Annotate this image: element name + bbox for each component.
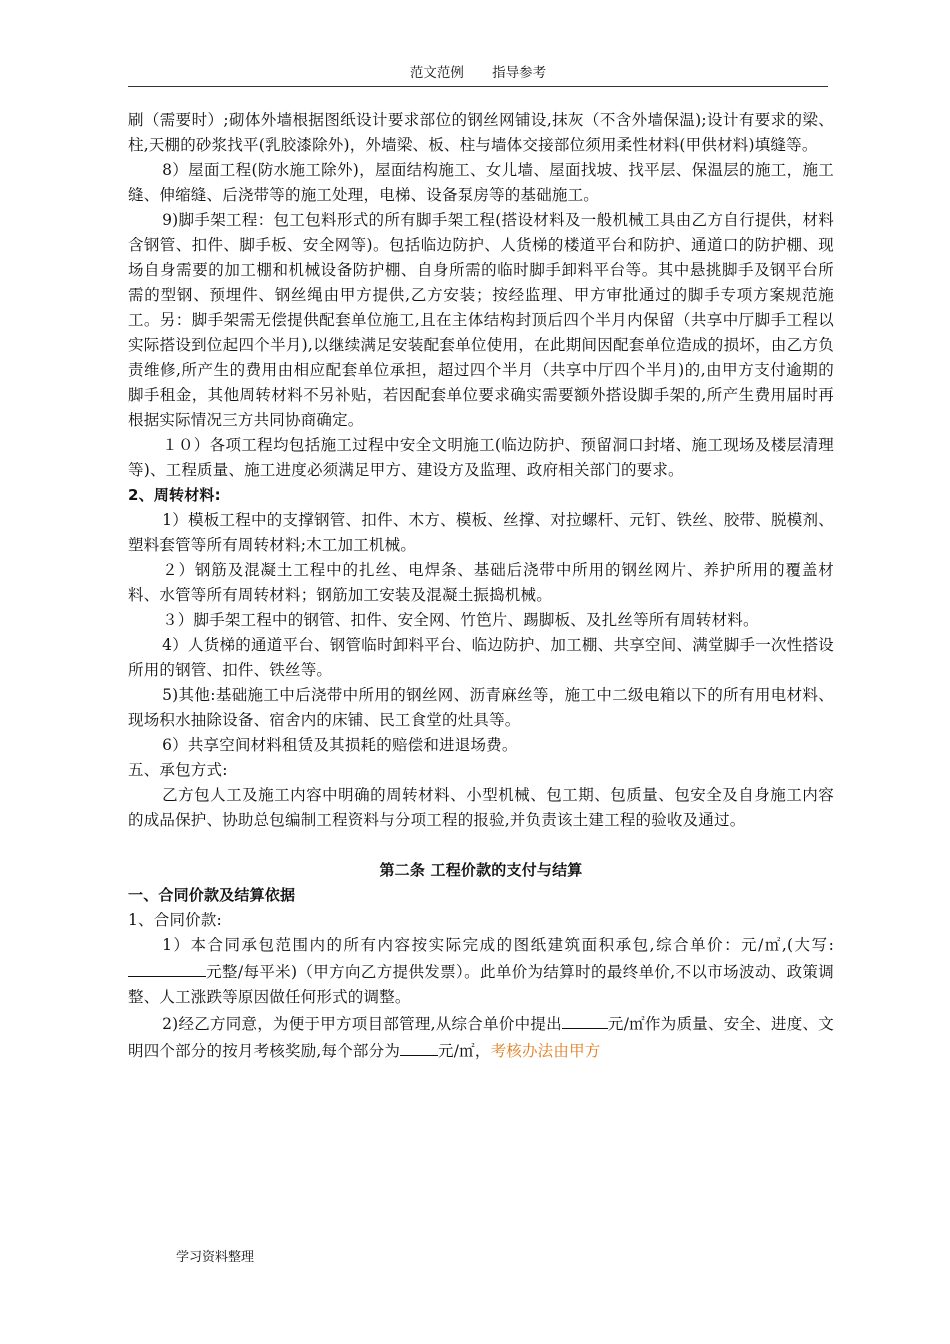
paragraph-text: 1）本合同承包范围内的所有内容按实际完成的图纸建筑面积承包,综合单价：元/㎡,(大写: (162, 936, 834, 954)
section-heading: 2、周转材料: (128, 486, 221, 504)
paragraph (128, 933, 834, 1010)
page-header (128, 60, 828, 87)
paragraph: １０）各项工程均包括施工过程中安全文明施工(临边防护、预留洞口封堵、施工现场及楼层清理等)、工程质量、施工进度必须满足甲方、建设方及监理、政府相关部门的要求。 (128, 436, 834, 479)
paragraph (128, 1010, 834, 1064)
paragraph: 1）模板工程中的支撑钢管、扣件、木方、模板、丝撑、对拉螺杆、元钉、铁丝、胶带、脱模剂、塑料套管等所有周转材料;木工加工机械。 (128, 511, 834, 554)
document-body (128, 108, 834, 1064)
blank-line (128, 958, 206, 977)
highlighted-text: 考核办法由甲方 (490, 1042, 601, 1060)
header-right-text: 指导参考 (492, 65, 547, 81)
paragraph: 9)脚手架工程：包工包料形式的所有脚手架工程(搭设材料及一般机械工具由乙方自行提供，材料含钢管、扣件、脚手板、安全网等)。包括临边防护、人货梯的楼道平台和防护、通道口的防护棚、现场自身需要的加工棚和机械设备防护棚、自身所需的临时脚手卸料平台等。其中悬挑脚手及钢平台所需的型钢、预埋件、钢丝绳由甲方提供,乙方安装；按经监理、甲方审批通过的脚手专项方案规范施工。另：脚手架需无偿提供配套单位施工,且在主体结构封顶后四个半月内保留（共享中厅脚手工程以实际搭设到位起四个半月),以继续满足安装配套单位使用，在此期间因配套单位造成的损坏，由乙方负责维修,所产生的费用由相应配套单位承担，超过四个半月（共享中厅四个半月)的,由甲方支付逾期的脚手租金，其他周转材料不另补贴，若因配套单位要求确实需要额外搭设脚手架的,所产生费用届时再根据实际情况三方共同协商确定。 (128, 211, 834, 429)
paragraph-text: 元整/每平米)（甲方向乙方提供发票）。此单价为结算时的最终单价,不以市场波动、政策调整、人工涨跌等原因做任何形式的调整。 (128, 963, 834, 1006)
paragraph: ２）钢筋及混凝土工程中的扎丝、电焊条、基础后浇带中所用的钢丝网片、养护所用的覆盖材料、水管等所有周转材料；钢筋加工安装及混凝土振捣机械。 (128, 561, 834, 604)
paragraph: 5)其他:基础施工中后浇带中所用的钢丝网、沥青麻丝等，施工中二级电箱以下的所有用电材料、现场积水抽除设备、宿舍内的床铺、民工食堂的灶具等。 (128, 686, 834, 729)
blank-line (562, 1010, 608, 1029)
subsection-heading: 1、合同价款: (128, 911, 222, 929)
section-heading: 五、承包方式: (128, 761, 228, 779)
page-footer: 学习资料整理 (176, 1250, 255, 1265)
paragraph-text: 元/㎡， (438, 1042, 491, 1060)
blank-line (400, 1037, 438, 1056)
paragraph: ３）脚手架工程中的钢管、扣件、安全网、竹笆片、踢脚板、及扎丝等所有周转材料。 (162, 611, 759, 629)
paragraph: 8）屋面工程(防水施工除外)，屋面结构施工、女儿墙、屋面找坡、找平层、保温层的施工，施工缝、伸缩缝、后浇带等的施工处理，电梯、设备泵房等的基础施工。 (128, 161, 834, 204)
paragraph-text: 元/㎡作为质量、安全、进度、文明四个部分的按月考核奖励,每个部分为 (128, 1015, 834, 1060)
paragraph-text: 2)经乙方同意，为便于甲方项目部管理,从综合单价中提出 (162, 1015, 562, 1033)
section-heading: 一、合同价款及结算依据 (128, 886, 296, 904)
paragraph: 6）共享空间材料租赁及其损耗的赔偿和进退场费。 (162, 736, 518, 754)
paragraph: 刷（需要时）;砌体外墙根据图纸设计要求部位的钢丝网铺设,抹灰（不含外墙保温);设计有要求的梁、柱,天棚的砂浆找平(乳胶漆除外)，外墙梁、板、柱与墙体交接部位须用柔性材料(甲供材料)填缝等。 (128, 111, 834, 154)
paragraph: 4）人货梯的通道平台、钢管临时卸料平台、临边防护、加工棚、共享空间、满堂脚手一次性搭设所用的钢管、扣件、铁丝等。 (128, 636, 834, 679)
header-left-text: 范文范例 (409, 65, 464, 81)
article-title: 第二条 工程价款的支付与结算 (379, 861, 583, 879)
paragraph: 乙方包人工及施工内容中明确的周转材料、小型机械、包工期、包质量、包安全及自身施工内容的成品保护、协助总包编制工程资料与分项工程的报验,并负责该土建工程的验收及通过。 (128, 786, 834, 829)
